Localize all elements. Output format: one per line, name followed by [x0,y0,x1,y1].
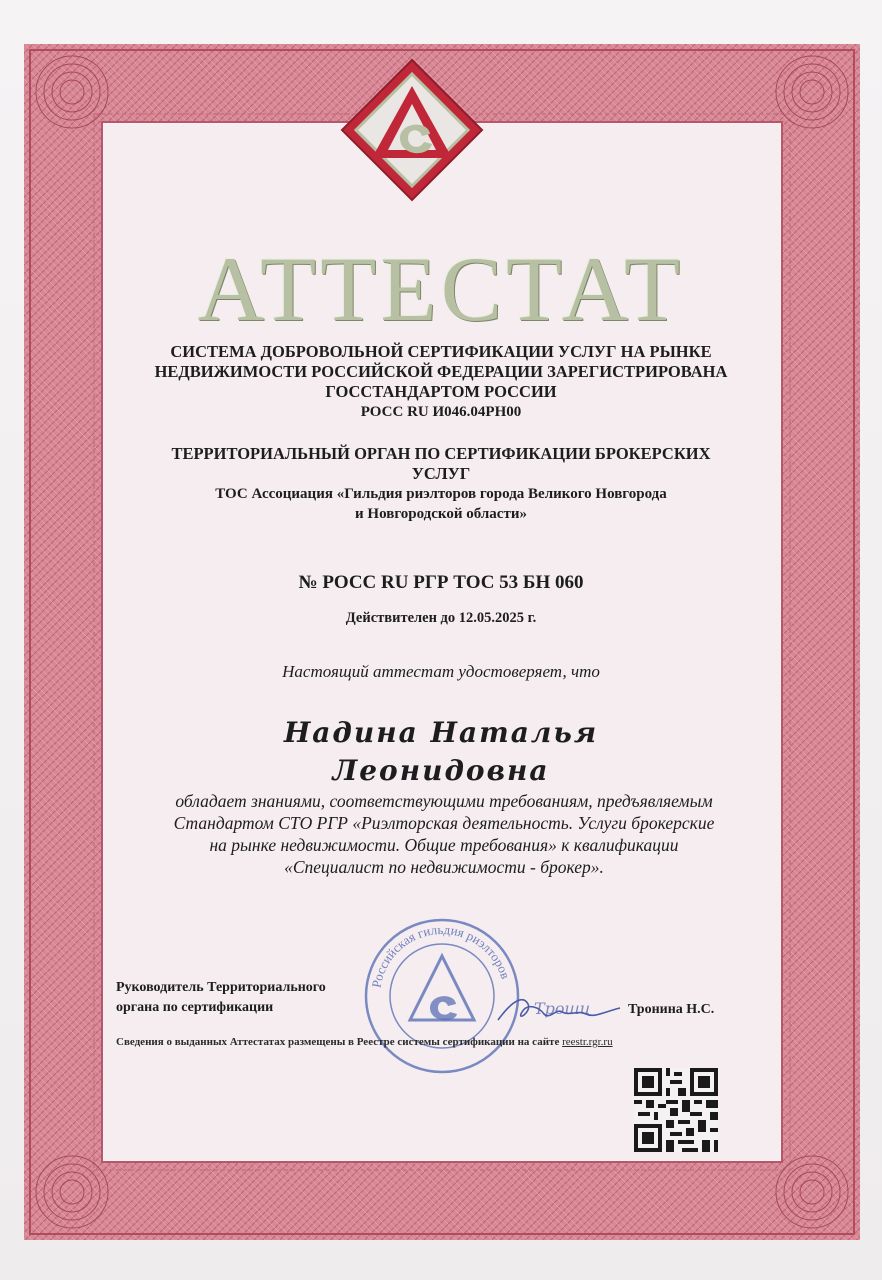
signature-text: Троши [534,999,591,1018]
holder-name-line-2: Леонидовна [332,754,550,787]
organ-line-3: ТОС Ассоциация «Гильдия риэлторов города Великого Новгорода [215,486,667,502]
system-line-4: РОСС RU И046.04РН00 [360,404,522,420]
holder-name-line-1: Надина Наталья [283,716,599,749]
head-title [116,978,326,1018]
document-title: АТТЕСТАТ [197,238,685,340]
organ-line-2: УСЛУГ [411,464,471,483]
system-line-1: СИСТЕМА ДОБРОВОЛЬНОЙ СЕРТИФИКАЦИИ УСЛУГ НА РЫНКЕ [170,342,712,361]
description-line-4: «Специалист по недвижимости - брокер». [284,857,604,877]
valid-until: Действителен до 12.05.2025 г. [345,610,537,626]
registry-link[interactable]: reestr.rgr.ru [562,1036,613,1048]
organ-line-4: и Новгородской области» [355,506,527,522]
head-title-line-2: органа по сертификации [116,1000,274,1015]
registry-info [116,1036,756,1048]
system-line-2: НЕДВИЖИМОСТИ РОССИЙСКОЙ ФЕДЕРАЦИИ ЗАРЕГИСТРИРОВАНА [154,362,728,381]
logo-emblem [340,58,484,202]
head-name: Тронина Н.С. [628,1002,715,1017]
organ-line-1: ТЕРРИТОРИАЛЬНЫЙ ОРГАН ПО СЕРТИФИКАЦИИ БРОКЕРСКИХ [171,444,711,463]
registry-info-text: Сведения о выданных Аттестатах размещены в Реестре системы сертификации на сайте [116,1036,560,1048]
holder-name [0,714,882,790]
signature [494,990,624,1030]
description-line-3: на рынке недвижимости. Общие требования» к квалификации [209,835,679,855]
qr-code [634,1068,718,1152]
system-block [0,342,882,422]
description-line-2: Стандартом СТО РГР «Риэлторская деятельность. Услуги брокерские [173,813,715,833]
stamp-text: Российская гильдия риэлторов [368,921,514,989]
certifies-text: Настоящий аттестат удостоверяет, что [282,662,600,681]
certificate-number: № РОСС RU РГР ТОС 53 БН 060 [298,572,584,593]
qualification-description [106,790,782,878]
organ-block [0,444,882,524]
head-title-line-1: Руководитель Территориального [116,980,326,995]
description-line-1: обладает знаниями, соответствующими требованиям, предъявляемым [175,791,713,811]
system-line-3: ГОССТАНДАРТОМ РОССИИ [325,382,557,401]
